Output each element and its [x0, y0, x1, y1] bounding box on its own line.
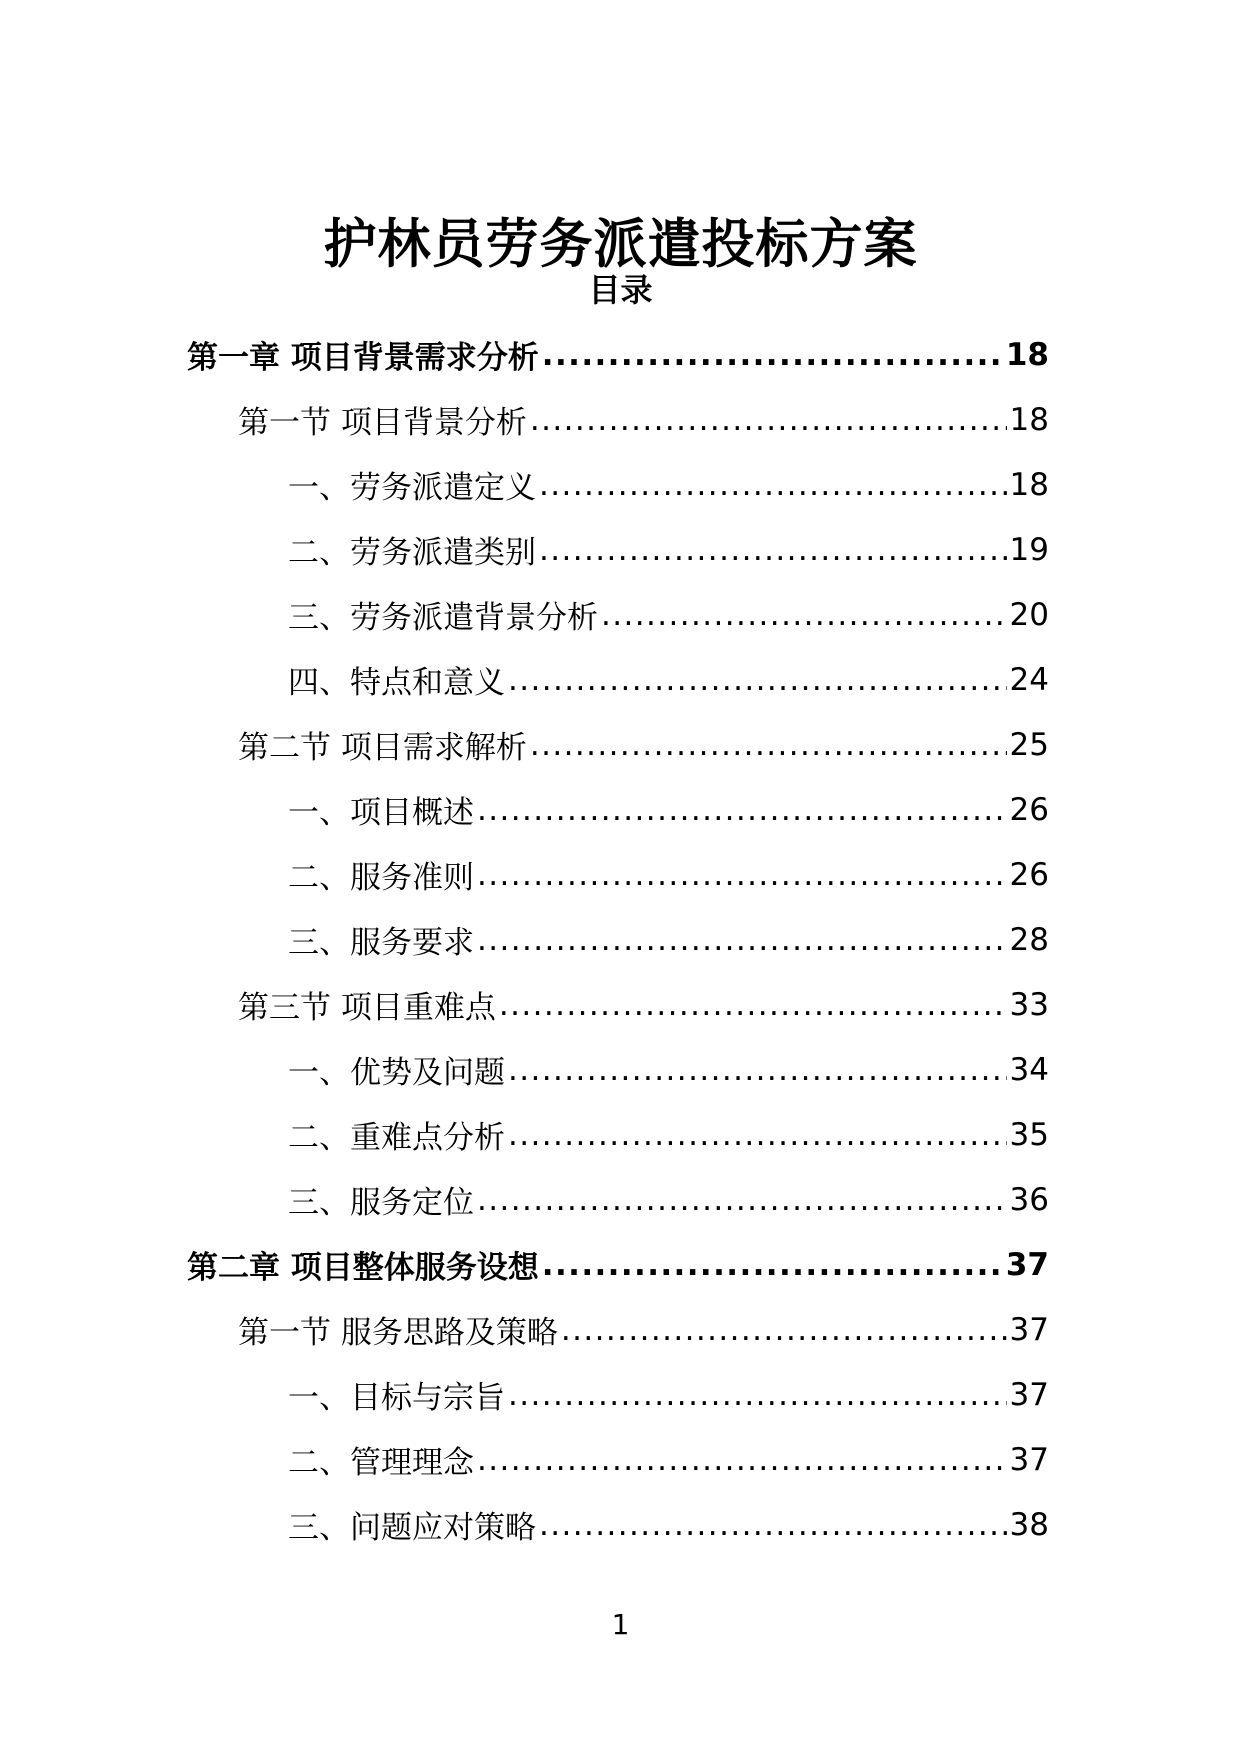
toc-entry-text: 三、服务要求 [288, 925, 474, 961]
toc-dot-leader [499, 987, 1007, 1023]
toc-entry-subsection[interactable] [0, 582, 1241, 647]
toc-page-number: 37 [1009, 1441, 1049, 1478]
toc-entry-chapter[interactable] [0, 322, 1241, 387]
toc-page-number: 37 [1009, 1311, 1049, 1348]
toc-entry-subsection[interactable] [0, 452, 1241, 517]
toc-entry-text: 第一章 项目背景需求分析 [187, 340, 539, 376]
toc-entry-subsection[interactable] [0, 1102, 1241, 1167]
toc-dot-leader [477, 922, 1007, 958]
toc-entry-subsection[interactable] [0, 777, 1241, 842]
toc-page-number: 18 [1009, 401, 1049, 438]
toc-entry-subsection[interactable] [0, 1167, 1241, 1232]
toc-page-number: 24 [1009, 661, 1049, 698]
toc-entry-subsection[interactable] [0, 517, 1241, 582]
toc-dot-leader [477, 1442, 1007, 1478]
toc-entry-text: 三、服务定位 [288, 1185, 474, 1221]
toc-page-number: 19 [1009, 531, 1049, 568]
toc-dot-leader [539, 532, 1007, 568]
toc-dot-leader [561, 1312, 1007, 1348]
toc-dot-leader [539, 467, 1007, 503]
toc-entry-section[interactable] [0, 1297, 1241, 1362]
toc-entry-subsection[interactable] [0, 647, 1241, 712]
toc-entry-text: 第一节 项目背景分析 [238, 405, 527, 441]
toc-page-number: 38 [1009, 1506, 1049, 1543]
toc-entry-text: 一、项目概述 [288, 795, 474, 831]
toc-page-number: 37 [1005, 1246, 1049, 1283]
toc-heading: 目录 [588, 271, 653, 309]
toc-entry-text: 一、目标与宗旨 [288, 1380, 505, 1416]
toc-entry-subsection[interactable] [0, 1427, 1241, 1492]
toc-page-number: 18 [1009, 466, 1049, 503]
toc-page-number: 37 [1009, 1376, 1049, 1413]
toc-dot-leader [539, 1507, 1007, 1543]
toc-entry-text: 二、服务准则 [288, 860, 474, 896]
toc-entry-section[interactable] [0, 387, 1241, 452]
toc-page-number: 26 [1009, 791, 1049, 828]
toc-entry-text: 第二章 项目整体服务设想 [187, 1250, 539, 1286]
toc-page-number: 25 [1009, 726, 1049, 763]
toc-page-number: 33 [1009, 986, 1049, 1023]
toc-dot-leader [508, 662, 1007, 698]
toc-entry-text: 二、重难点分析 [288, 1120, 505, 1156]
toc-entry-text: 二、劳务派遣类别 [288, 535, 536, 571]
toc-entry-text: 二、管理理念 [288, 1445, 474, 1481]
document-title: 护林员劳务派遣投标方案 [323, 213, 918, 275]
toc-dot-leader [530, 402, 1007, 438]
toc-entry-subsection[interactable] [0, 1492, 1241, 1557]
toc-dot-leader [601, 597, 1007, 633]
toc-page-number: 28 [1009, 921, 1049, 958]
toc-page-number: 34 [1009, 1051, 1049, 1088]
toc-entry-section[interactable] [0, 972, 1241, 1037]
toc-entry-text: 四、特点和意义 [288, 665, 505, 701]
toc-dot-leader [477, 792, 1007, 828]
toc-dot-leader [530, 727, 1007, 763]
toc-dot-leader [542, 337, 1003, 373]
toc-entry-text: 第二节 项目需求解析 [238, 730, 527, 766]
toc-page-number: 20 [1009, 596, 1049, 633]
toc-entry-text: 三、劳务派遣背景分析 [288, 600, 598, 636]
toc-entry-subsection[interactable] [0, 907, 1241, 972]
toc-page-number: 35 [1009, 1116, 1049, 1153]
toc-entry-text: 第一节 服务思路及策略 [238, 1315, 558, 1351]
toc-entry-text: 第三节 项目重难点 [238, 990, 496, 1026]
toc-entry-text: 一、优势及问题 [288, 1055, 505, 1091]
table-of-contents [0, 322, 1241, 1557]
toc-dot-leader [542, 1247, 1003, 1283]
toc-entry-chapter[interactable] [0, 1232, 1241, 1297]
toc-entry-text: 三、问题应对策略 [288, 1510, 536, 1546]
toc-dot-leader [477, 1182, 1007, 1218]
toc-entry-subsection[interactable] [0, 842, 1241, 907]
toc-page-number: 26 [1009, 856, 1049, 893]
toc-entry-text: 一、劳务派遣定义 [288, 470, 536, 506]
toc-dot-leader [508, 1117, 1007, 1153]
toc-page-number: 36 [1009, 1181, 1049, 1218]
toc-entry-section[interactable] [0, 712, 1241, 777]
page-number: 1 [611, 1608, 630, 1641]
toc-dot-leader [508, 1052, 1007, 1088]
toc-dot-leader [508, 1377, 1007, 1413]
toc-dot-leader [477, 857, 1007, 893]
toc-entry-subsection[interactable] [0, 1037, 1241, 1102]
toc-entry-subsection[interactable] [0, 1362, 1241, 1427]
toc-page-number: 18 [1005, 336, 1049, 373]
